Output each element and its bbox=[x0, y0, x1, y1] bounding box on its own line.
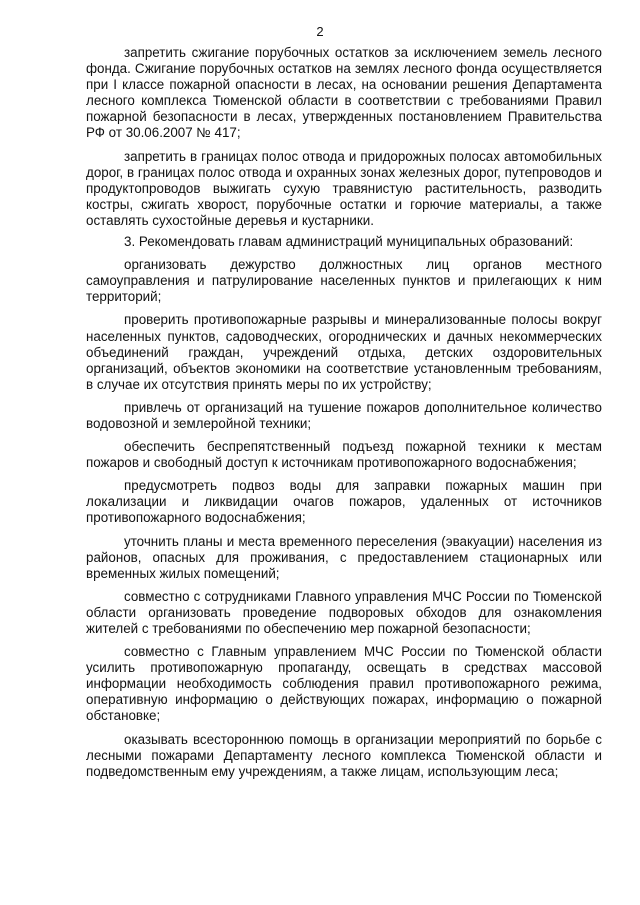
paragraph-door-to-door: совместно с сотрудниками Главного управления МЧС России по Тюменской области организовать проведение подворовых обходов для ознакомления жителей с требованиями по обеспечению мер пожарной безопасности; bbox=[86, 588, 602, 636]
paragraph-evacuation-plans: уточнить планы и места временного переселения (эвакуации) населения из районов, опасных для проживания, с предоставлением стационарных или временных жилых помещений; bbox=[86, 533, 602, 581]
paragraph-water-supply: предусмотреть подвоз воды для заправки пожарных машин при локализации и ликвидации очагов пожаров, удаленных от источников противопожарного водоснабжения; bbox=[86, 478, 602, 526]
paragraph-ban-burning-residues: запретить сжигание порубочных остатков за исключением земель лесного фонда. Сжигание порубочных остатков на землях лесного фонда осуществляется при I классе пожарной опасности в лесах, на основании решения Департамента лесного комплекса Тюменской области в соответствии с требованиями Правил пожарной безопасности в лесах, утвержденных постановлением Правительства РФ от 30.06.2007 № 417; bbox=[86, 45, 602, 141]
paragraph-ban-roadside-burning: запретить в границах полос отвода и придорожных полосах автомобильных дорог, в границах полос отвода и охранных зонах железных дорог, путепроводов и продуктопроводов выжигать сухую травянистую растительность, разводить костры, сжигать хворост, порубочные остатки и горючие материалы, а также оставлять сухостойные деревья и кустарники. bbox=[86, 148, 602, 228]
paragraph-ensure-access: обеспечить беспрепятственный подъезд пожарной техники к местам пожаров и свободный доступ к источникам противопожарного водоснабжения; bbox=[86, 439, 602, 471]
paragraph-propaganda: совместно с Главным управлением МЧС России по Тюменской области усилить противопожарную пропаганду, освещать в средствах массовой информации необходимость соблюдения правил противопожарного режима, оперативную информацию о действующих пожарах, информацию о пожарной обстановке; bbox=[86, 644, 602, 724]
document-body bbox=[86, 45, 602, 780]
paragraph-item-3-heading: 3. Рекомендовать главам администраций муниципальных образований: bbox=[124, 234, 574, 250]
paragraph-organize-patrol: организовать дежурство должностных лиц органов местного самоуправления и патрулирование населенных пунктов и прилегающих к ним территорий; bbox=[86, 257, 602, 305]
page-number: 2 bbox=[316, 24, 324, 39]
paragraph-check-firebreaks: проверить противопожарные разрывы и минерализованные полосы вокруг населенных пунктов, садоводческих, огороднических и дачных некоммерческих объединений граждан, учреждений отдыха, детских оздоровительных организаций, объектов экономики на соответствие установленным требованиям, в случае их отсутствия принять меры по их устройству; bbox=[86, 312, 602, 392]
paragraph-assistance: оказывать всестороннюю помощь в организации мероприятий по борьбе с лесными пожарами Департаменту лесного комплекса Тюменской области и подведомственным ему учреждениям, а также лицам, использующим леса; bbox=[86, 731, 602, 779]
paragraph-attract-machinery: привлечь от организаций на тушение пожаров дополнительное количество водовозной и землеройной техники; bbox=[86, 399, 602, 431]
